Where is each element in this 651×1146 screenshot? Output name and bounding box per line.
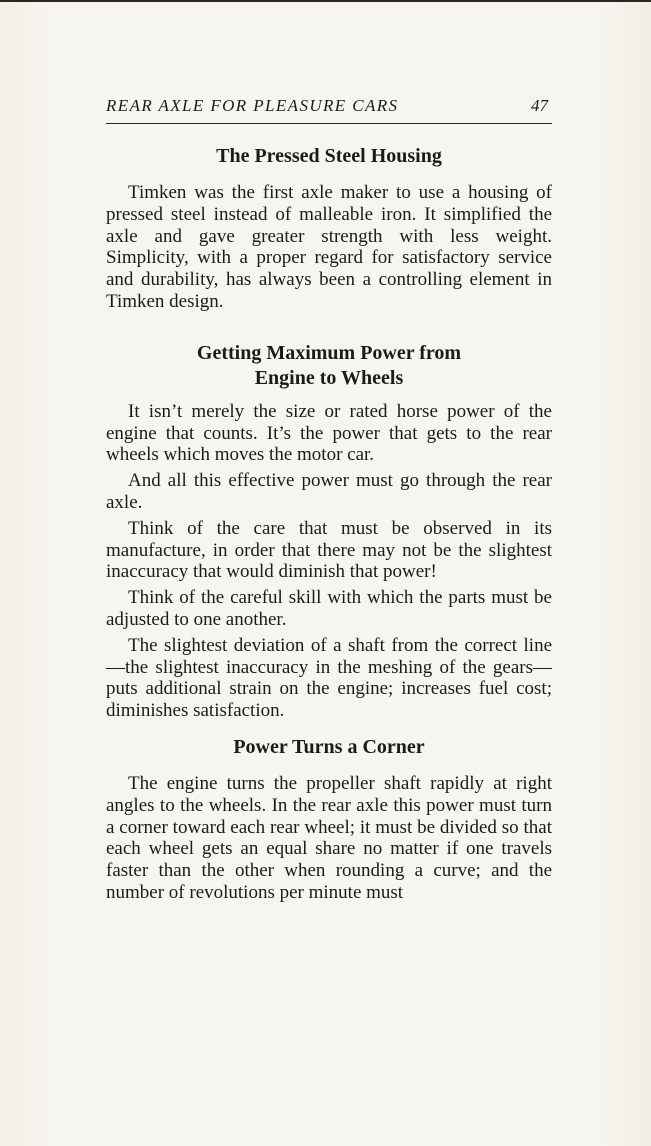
section-heading-power-turns-corner: Power Turns a Corner [233,735,425,758]
paragraph: It isn’t merely the size or rated horse power of the engine that counts. It’s the power that gets to the rear wheels which moves the motor car. [106,400,552,466]
paragraph: The engine turns the propeller shaft rapidly at right angles to the wheels. In the rear axle this power must turn a corner toward each rear wheel; it must be divided so that each wheel gets an equal share no matter if one travels faster than the other when rounding a curve; and the number of revolutions per minute must [106,772,552,903]
heading-line: Getting Maximum Power from [196,341,462,364]
paragraph: And all this effective power must go through the rear axle. [106,470,552,513]
header-rule [106,123,552,124]
paragraph: The slightest deviation of a shaft from the correct line—the slightest inaccuracy in the meshing of the gears—puts additional strain on the engine; increases fuel cost; diminishes satisfaction. [106,634,552,722]
running-head [106,96,552,122]
page-body [106,140,552,904]
page-top-edge [0,0,651,2]
running-title: REAR AXLE FOR PLEASURE CARS [106,96,399,115]
heading-line: Engine to Wheels [254,366,404,389]
paragraph: Timken was the first axle maker to use a housing of pressed steel instead of malleable iron. It simplified the axle and gave greater strength with less weight. Simplicity, with a proper regard for satisfactory service and durability, has always been a controlling element in Timken design. [106,182,552,312]
page-number: 47 [531,96,548,115]
paragraph: Think of the care that must be observed in its manufacture, in order that there may not be the slightest inaccuracy that would diminish that power! [106,517,552,583]
section-heading-pressed-steel-housing: The Pressed Steel Housing [216,145,442,167]
paragraph: Think of the careful skill with which the parts must be adjusted to one another. [106,587,552,630]
section-heading-maximum-power [106,341,552,391]
